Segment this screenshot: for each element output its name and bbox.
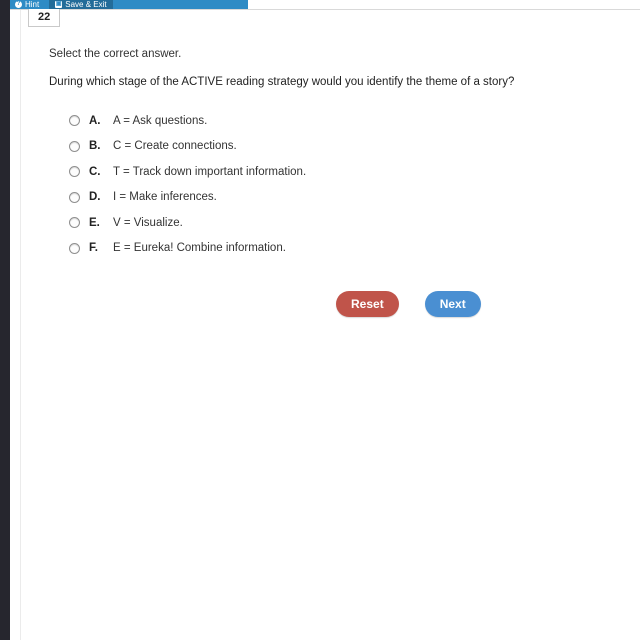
option-text: A = Ask questions.: [113, 114, 208, 127]
radio-button[interactable]: [69, 141, 80, 152]
option-letter: C.: [89, 165, 101, 178]
option-text: E = Eureka! Combine information.: [113, 242, 286, 255]
answer-option-row[interactable]: [69, 108, 604, 134]
left-navigation-rail: [0, 0, 10, 640]
option-letter: D.: [89, 191, 101, 204]
radio-button[interactable]: [69, 217, 80, 228]
answer-option-row[interactable]: [69, 185, 604, 211]
hint-button[interactable]: [15, 0, 39, 9]
answer-option-row[interactable]: [69, 236, 604, 262]
answer-option-row[interactable]: [69, 159, 604, 185]
question-prompt: During which stage of the ACTIVE reading strategy would you identify the theme of a story?: [49, 76, 515, 88]
instruction-text: Select the correct answer.: [49, 48, 182, 60]
options-list: [69, 108, 604, 261]
option-letter: E.: [89, 216, 100, 229]
option-text: V = Visualize.: [113, 216, 183, 229]
action-button-row: [336, 291, 604, 317]
option-text: T = Track down important information.: [113, 165, 307, 178]
question-panel: [20, 10, 632, 640]
option-text: I = Make inferences.: [113, 191, 217, 204]
option-letter: F.: [89, 242, 98, 255]
hint-icon: ?: [16, 1, 21, 7]
radio-button[interactable]: [69, 115, 80, 126]
option-letter: B.: [89, 140, 101, 153]
next-button[interactable]: Next: [425, 291, 481, 317]
radio-button[interactable]: [69, 192, 80, 203]
answer-option-row[interactable]: [69, 210, 604, 236]
answer-option-row[interactable]: [69, 134, 604, 160]
hint-label: Hint: [25, 0, 40, 9]
radio-button[interactable]: [69, 243, 80, 254]
save-exit-button[interactable]: [49, 0, 112, 9]
option-letter: A.: [89, 114, 101, 127]
radio-button[interactable]: [69, 166, 80, 177]
top-toolbar: [10, 0, 248, 9]
save-icon: ▣: [55, 1, 62, 7]
question-number-tab[interactable]: 22: [28, 9, 60, 27]
reset-button[interactable]: Reset: [336, 291, 399, 317]
option-text: C = Create connections.: [113, 140, 237, 153]
save-exit-label: Save & Exit: [65, 0, 107, 9]
